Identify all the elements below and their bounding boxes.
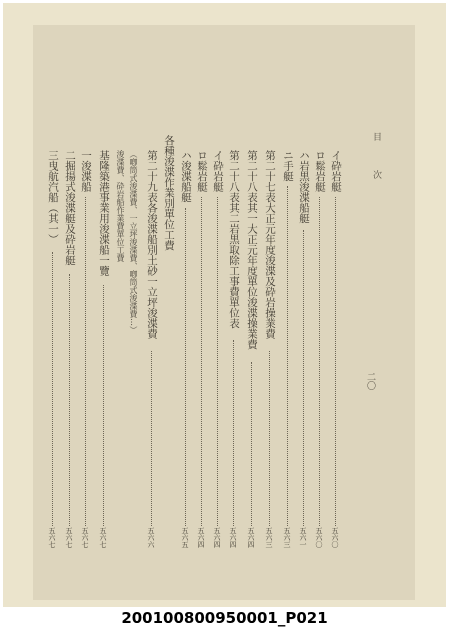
dot-leader	[103, 285, 104, 526]
toc-page-number: 五六七	[81, 527, 89, 548]
header-right: 次	[371, 170, 381, 179]
toc-page-number: 五六五	[181, 527, 189, 548]
toc-page-number: 五六四	[229, 527, 237, 548]
toc-page-number: 五六四	[247, 527, 255, 548]
dot-leader	[52, 252, 53, 526]
toc-page-number: 五六七	[48, 527, 56, 548]
image-caption: 200100800950001_P021	[121, 609, 328, 627]
dot-leader	[287, 186, 288, 526]
toc-page-number: 五六四	[213, 527, 221, 548]
toc-entry: イ砕岩艇	[330, 150, 342, 192]
header-left: 目	[371, 132, 381, 141]
toc-entry: ロ鬆岩艇	[314, 150, 326, 192]
toc-page-number: 五六六	[147, 527, 155, 548]
dot-leader	[269, 351, 270, 526]
dot-leader	[233, 340, 234, 526]
dot-leader	[303, 230, 304, 526]
page-number: 二〇	[365, 372, 375, 390]
dot-leader	[335, 197, 336, 526]
toc-entry: 二掘揚式浚渫艇及砕岩艇	[64, 150, 76, 266]
toc-entry: イ砕岩艇	[212, 150, 224, 192]
toc-entry: 第二十八表其二岩黒取除工事費單位表	[228, 150, 240, 329]
book-page	[33, 25, 415, 600]
toc-entry: 三曳航汽船（其一）	[47, 150, 59, 245]
toc-page-number: 五六七	[65, 527, 73, 548]
dot-leader	[251, 362, 252, 526]
toc-page-number: 五六七	[99, 527, 107, 548]
toc-page-number: 五六三	[265, 527, 273, 548]
toc-entry: 各種浚渫作業別單位工費	[163, 135, 175, 251]
toc-entry: ニ手艇	[282, 150, 294, 182]
dot-leader	[151, 351, 152, 526]
toc-entry: 浚渫費、砕岩船作業費單位工費	[116, 150, 125, 262]
dot-leader	[217, 197, 218, 526]
toc-page-number: 五六四	[197, 527, 205, 548]
toc-entry: 第二十七表大正元年度浚渫及砕岩操業費	[264, 150, 276, 339]
toc-page-number: 五六一	[299, 527, 307, 548]
toc-entry: 基隆築港事業用浚渫船一覽	[98, 150, 110, 276]
dot-leader	[85, 197, 86, 526]
toc-page-number: 五六〇	[331, 527, 339, 548]
toc-entry: ハ浚渫船艇	[180, 150, 192, 203]
toc-entry: 第二十九表各浚渫船別土砂一立坪浚渫費	[146, 150, 158, 339]
toc-entry: 一浚渫船	[80, 150, 92, 192]
toc-entry: 第二十八表其一大正元年度單位浚渫操業費	[246, 150, 258, 350]
toc-entry: ロ鬆岩艇	[196, 150, 208, 192]
dot-leader	[319, 197, 320, 526]
dot-leader	[69, 274, 70, 526]
toc-page-number: 五六三	[283, 527, 291, 548]
toc-entry: ハ岩黒浚渫船艇	[298, 150, 310, 224]
dot-leader	[185, 208, 186, 526]
dot-leader	[201, 197, 202, 526]
toc-page-number: 五六〇	[315, 527, 323, 548]
toc-entry: （喞筒式浚渫費、一立坪浚渫費、喞筒式浚渫費…）	[129, 150, 138, 334]
